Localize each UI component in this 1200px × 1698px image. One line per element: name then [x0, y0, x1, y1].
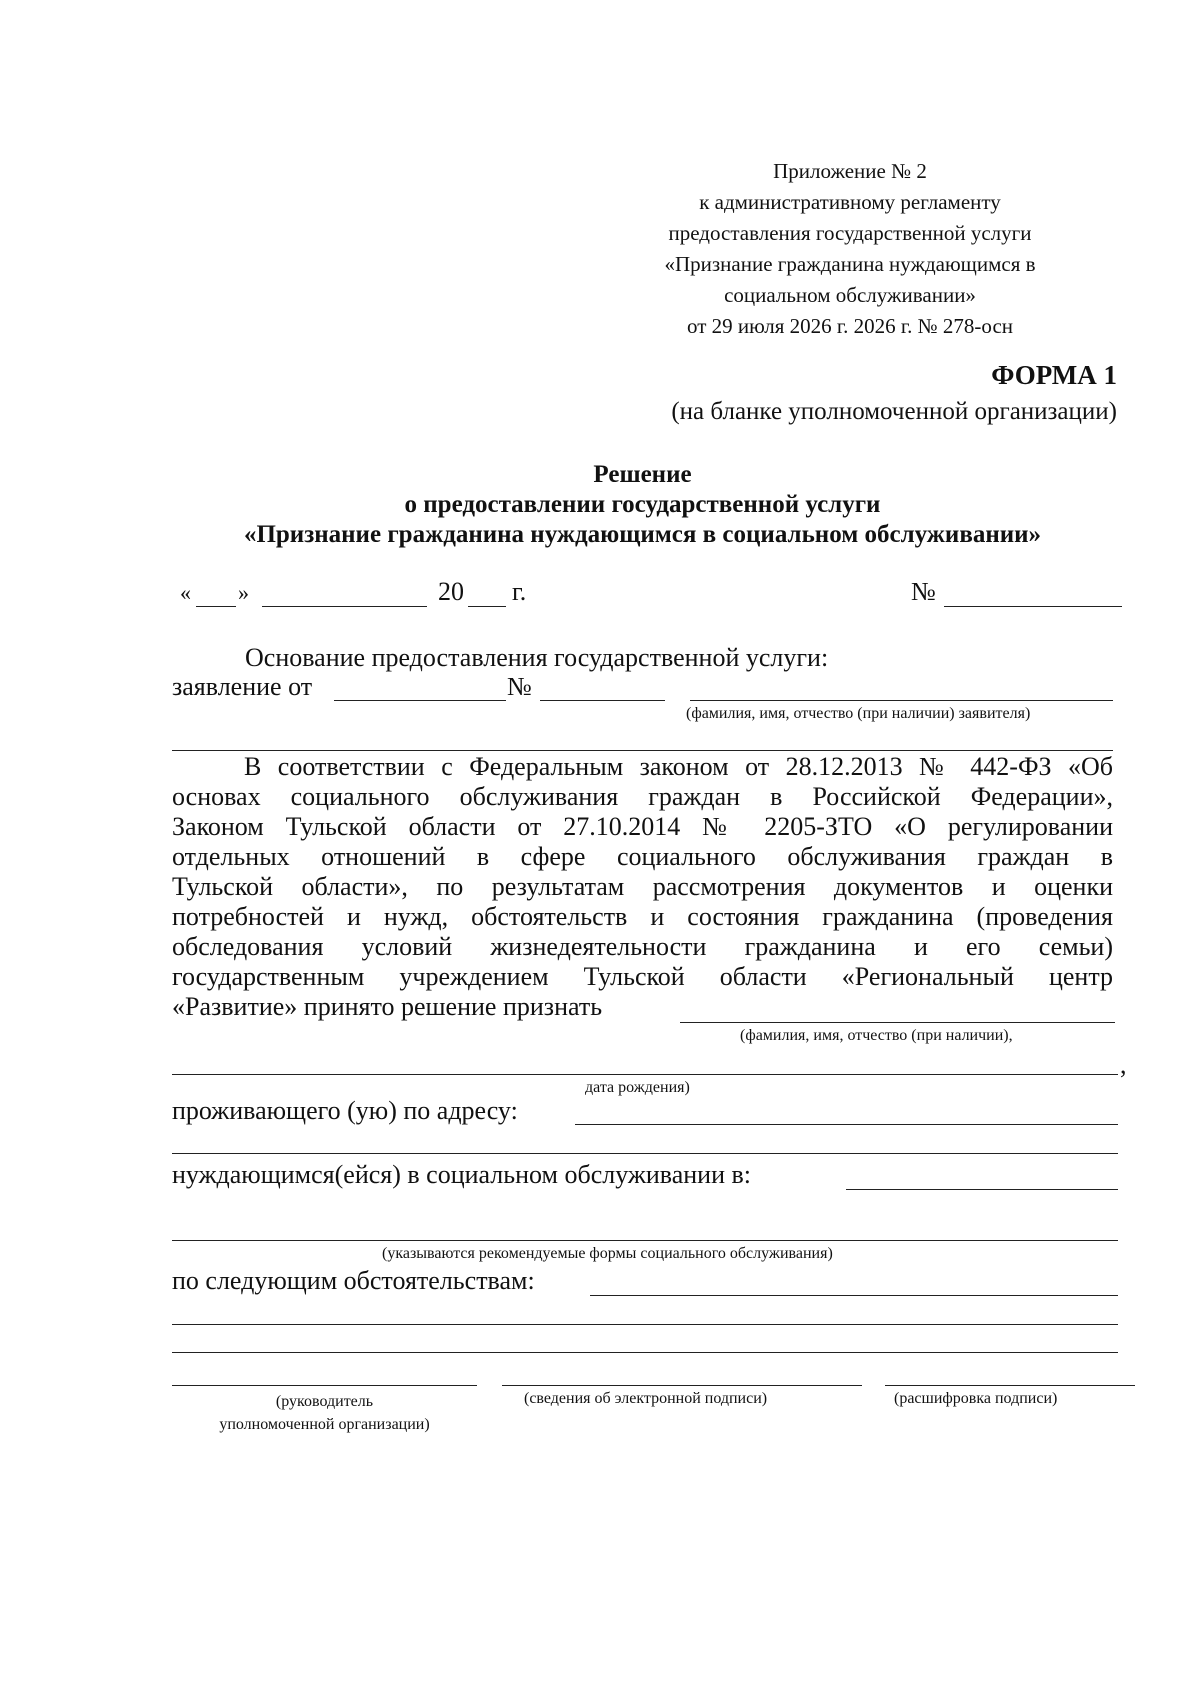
application-number-blank — [540, 700, 665, 701]
appendix-line: к административному регламенту — [699, 190, 1001, 214]
paragraph-line: Тульской области», по результатам рассмотрения документов и оценки — [172, 872, 1113, 901]
applicant-name-blank-2 — [172, 750, 1113, 751]
trailing-comma: , — [1120, 1050, 1127, 1079]
citizen-name-blank-2 — [172, 1074, 1118, 1075]
address-blank-2 — [172, 1153, 1118, 1154]
application-date-blank — [334, 700, 506, 701]
circumstances-blank-2 — [172, 1324, 1118, 1325]
service-forms-caption: (указываются рекомендуемые формы социального обслуживания) — [382, 1245, 833, 1262]
title-line: «Признание гражданина нуждающимся в социальном обслуживании» — [243, 521, 1042, 548]
appendix-block — [640, 156, 1060, 342]
decision-number-blank — [944, 606, 1122, 607]
title-line: о предоставлении государственной услуги — [404, 491, 881, 518]
appendix-line: «Признание гражданина нуждающимся в — [664, 252, 1036, 276]
decision-paragraph — [172, 752, 1113, 1022]
paragraph-line: В соответствии с Федеральным законом от 28.12.2013 № 442-ФЗ «Об — [244, 752, 1113, 781]
birth-date-caption: дата рождения) — [585, 1079, 690, 1096]
year-suffix: г. — [512, 577, 527, 606]
paragraph-line: отдельных отношений в сфере социального обслуживания граждан в — [172, 842, 1113, 871]
circumstances-label: по следующим обстоятельствам: — [172, 1266, 535, 1295]
head-caption-line: (руководитель — [275, 1393, 374, 1410]
month-blank — [262, 606, 427, 607]
decision-number-sign: № — [911, 577, 936, 606]
form-label: ФОРМА 1 — [991, 360, 1117, 390]
head-signature-line — [172, 1385, 477, 1386]
paragraph-line: обследования условий жизнедеятельности гражданина и его семьи) — [172, 932, 1113, 961]
needing-blank — [846, 1189, 1118, 1190]
appendix-date: от 29 июля 2026 г. 2026 г. № 278-осн — [686, 314, 1014, 338]
paragraph-line: потребностей и нужд, обстоятельств и состояния гражданина (проведения — [172, 902, 1113, 931]
document-title — [172, 460, 1113, 550]
year-blank — [468, 606, 506, 607]
date-close-quote: » — [238, 580, 249, 605]
paragraph-line: основах социального обслуживания граждан в Российской Федерации», — [172, 782, 1113, 811]
paragraph-line: Законом Тульской области от 27.10.2014 № 2205-ЗТО «О регулировании — [172, 812, 1113, 841]
paragraph-line: государственным учреждением Тульской области «Региональный центр — [172, 962, 1113, 991]
applicant-caption: (фамилия, имя, отчество (при наличии) заявителя) — [686, 705, 1031, 722]
esign-caption: (сведения об электронной подписи) — [524, 1390, 768, 1407]
needing-label: нуждающимся(ейся) в социальном обслуживании в: — [172, 1160, 751, 1189]
service-forms-blank — [172, 1240, 1118, 1241]
address-blank — [575, 1124, 1118, 1125]
appendix-line: предоставления государственной услуги — [668, 221, 1032, 245]
decode-caption: (расшифровка подписи) — [894, 1390, 1058, 1407]
fio-caption: (фамилия, имя, отчество (при наличии), — [740, 1027, 1013, 1044]
appendix-line: социальном обслуживании» — [724, 283, 976, 307]
applicant-name-blank — [690, 700, 1113, 701]
form-note: (на бланке уполномоченной организации) — [671, 398, 1117, 425]
year-prefix: 20 — [438, 577, 464, 606]
paragraph-line: «Развитие» принято решение признать — [172, 992, 603, 1021]
application-number-sign: № — [507, 672, 532, 701]
appendix-number: Приложение № 2 — [773, 159, 927, 183]
day-blank — [196, 606, 236, 607]
esign-line — [502, 1385, 862, 1386]
basis-heading: Основание предоставления государственной услуги: — [245, 643, 829, 672]
date-open-quote: « — [180, 580, 191, 605]
circumstances-blank-3 — [172, 1352, 1118, 1353]
head-caption-line: уполномоченной организации) — [219, 1416, 430, 1433]
address-label: проживающего (ую) по адресу: — [172, 1096, 518, 1125]
decode-line — [885, 1385, 1135, 1386]
circumstances-blank — [590, 1295, 1118, 1296]
citizen-name-blank — [680, 1022, 1115, 1023]
application-from-label: заявление от — [172, 672, 313, 701]
head-caption — [172, 1390, 477, 1436]
title-line: Решение — [593, 461, 692, 488]
